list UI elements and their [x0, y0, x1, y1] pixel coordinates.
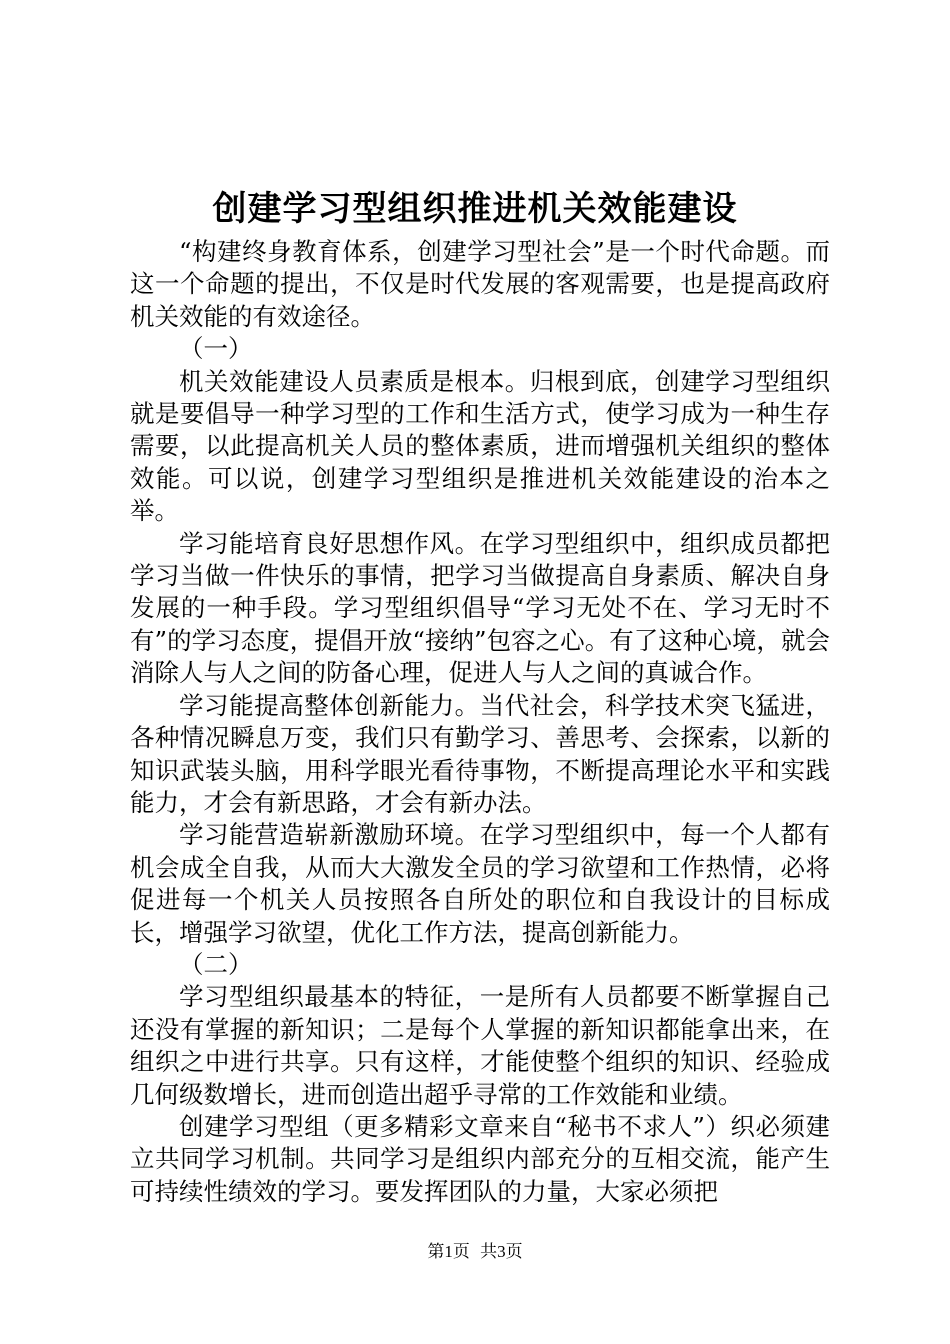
page-footer — [0, 1240, 950, 1264]
paragraph-intro: “构建终身教育体系，创建学习型社会”是一个时代命题。而这一个命题的提出，不仅是时代发展的客观需要，也是提高政府机关效能的有效途径。 — [130, 237, 830, 331]
paragraph: 创建学习型组（更多精彩文章来自“秘书不求人”）织必须建立共同学习机制。共同学习是组织内部充分的互相交流，能产生可持续性绩效的学习。要发挥团队的力量，大家必须把 — [130, 1111, 830, 1206]
paragraph: 学习能营造崭新激励环境。在学习型组织中，每一个人都有机会成全自我，从而大大激发全员的学习欲望和工作热情，必将促进每一个机关人员按照各自所处的职位和自我设计的目标成长，增强学习欲望，优化工作方法，提高创新能力。 — [130, 820, 830, 947]
paragraph: 学习能提高整体创新能力。当代社会，科学技术突飞猛进，各种情况瞬息万变，我们只有勤学习、善思考、会探索，以新的知识武装头脑，用科学眼光看待事物，不断提高理论水平和实践能力，才会有新思路，才会有新办法。 — [130, 690, 830, 817]
document-body — [130, 236, 830, 1208]
paragraph: 机关效能建设人员素质是根本。归根到底，创建学习型组织就是要倡导一种学习型的工作和生活方式，使学习成为一种生存需要，以此提高机关人员的整体素质，进而增强机关组织的整体效能。可以说，创建学习型组织是推进机关效能建设的治本之举。 — [130, 366, 830, 526]
section-heading-1: （一） — [179, 334, 253, 364]
page-number: 第1页 — [427, 1242, 470, 1261]
section-heading-2: （二） — [179, 949, 253, 979]
paragraph: 学习能培育良好思想作风。在学习型组织中，组织成员都把学习当做一件快乐的事情，把学习当做提高自身素质、解决自身发展的一种手段。学习型组织倡导“学习无处不在、学习无时不有”的学习态度，提倡开放“接纳”包容之心。有了这种心境，就会消除人与人之间的防备心理，促进人与人之间的真诚合作。 — [130, 528, 830, 688]
paragraph: 学习型组织最基本的特征，一是所有人员都要不断掌握自己还没有掌握的新知识；二是每个人掌握的新知识都能拿出来，在组织之中进行共享。只有这样，才能使整个组织的知识、经验成几何级数增长，进而创造出超乎寻常的工作效能和业绩。 — [130, 982, 830, 1109]
document-title: 创建学习型组织推进机关效能建设 — [212, 189, 738, 229]
page-total: 共3页 — [480, 1242, 523, 1261]
